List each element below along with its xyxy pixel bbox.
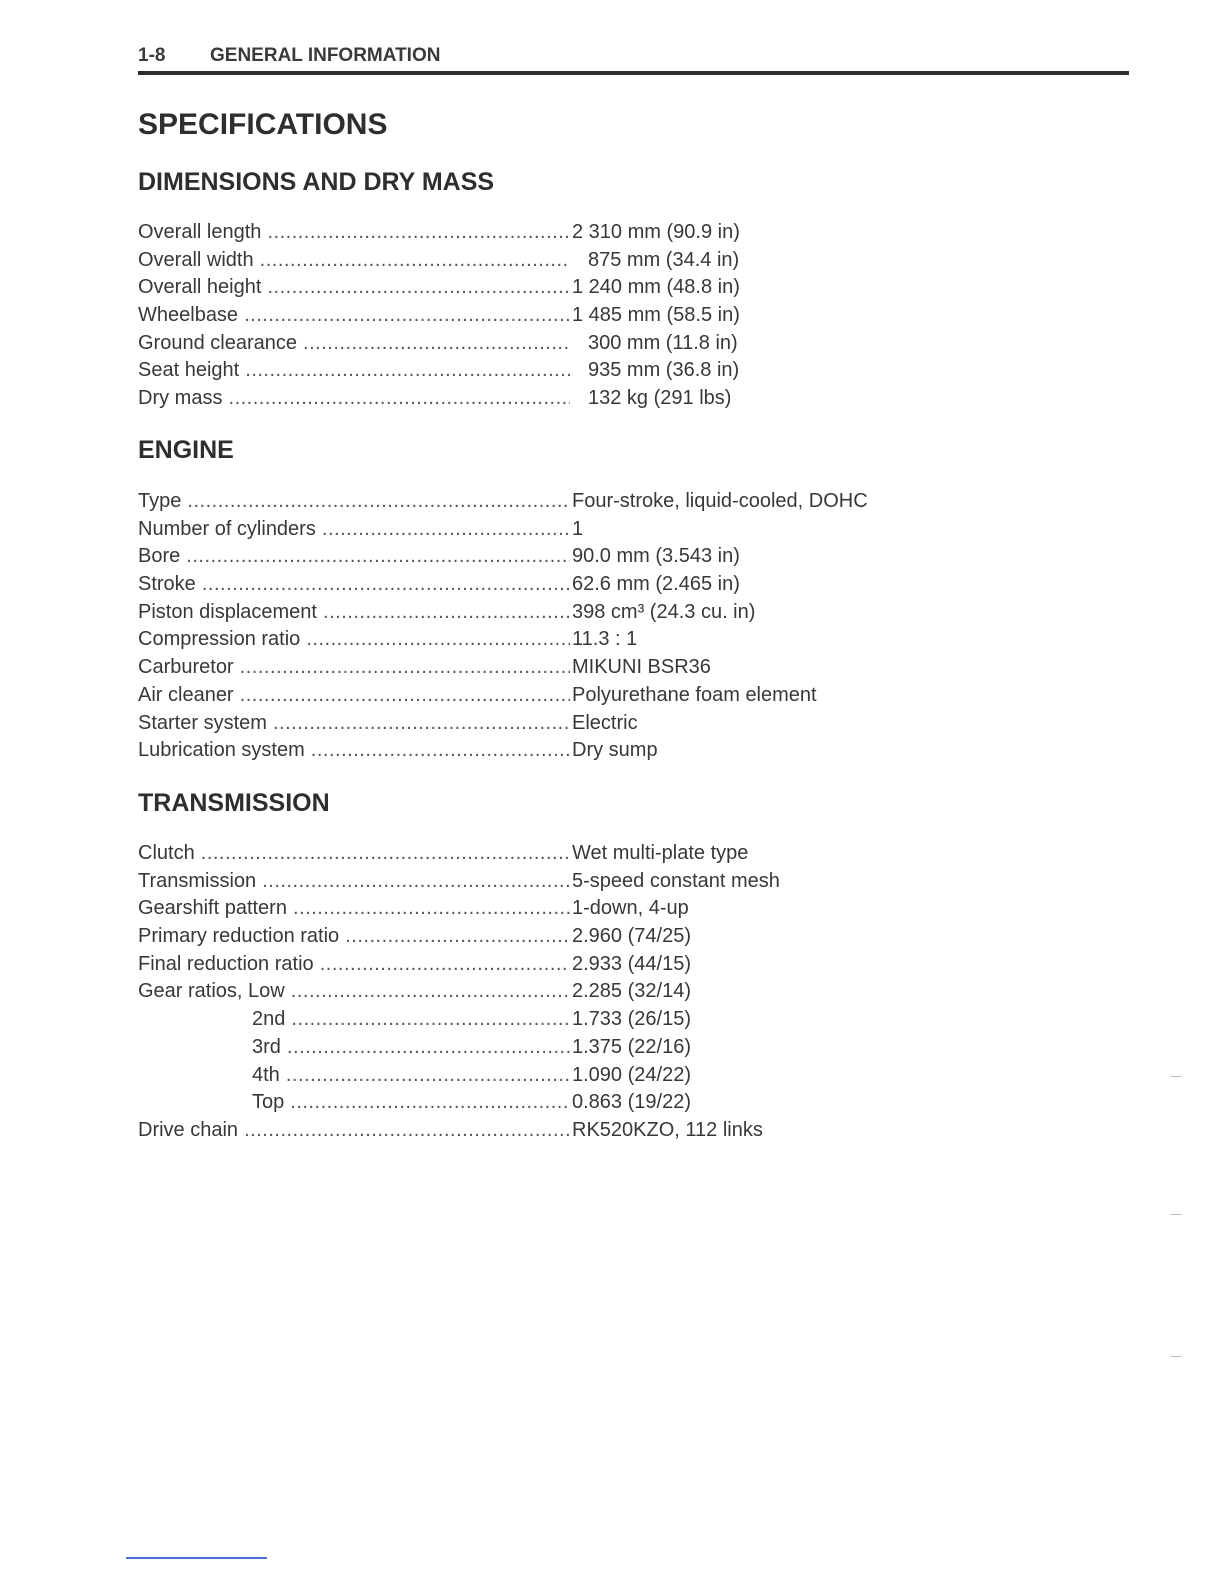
page-number: 1-8 bbox=[138, 45, 166, 66]
spec-label: Air cleaner ..... bbox=[138, 684, 570, 706]
dimensions-list bbox=[138, 219, 918, 413]
spec-row bbox=[138, 330, 918, 358]
spec-row bbox=[138, 710, 918, 738]
spec-value: Four-stroke, liquid-cooled, DOHC bbox=[572, 490, 868, 512]
spec-row bbox=[138, 516, 918, 544]
spec-label: Number of cylinders ..... bbox=[138, 518, 570, 540]
page-title: SPECIFICATIONS bbox=[138, 108, 388, 141]
spec-label: 3rd ..... bbox=[138, 1036, 570, 1058]
transmission-heading: TRANSMISSION bbox=[138, 789, 330, 817]
spec-row bbox=[138, 1062, 918, 1090]
spec-row bbox=[138, 357, 918, 385]
spec-label: Piston displacement ..... bbox=[138, 601, 570, 623]
spec-row bbox=[138, 737, 918, 765]
spec-row bbox=[138, 543, 918, 571]
spec-label: Drive chain ..... bbox=[138, 1119, 570, 1141]
header-rule bbox=[138, 71, 1129, 75]
spec-label: Carburetor ..... bbox=[138, 656, 570, 678]
spec-value: Polyurethane foam element bbox=[572, 683, 817, 706]
spec-value: 0.863 (19/22) bbox=[572, 1091, 691, 1114]
spec-row bbox=[138, 868, 918, 896]
spec-label: Gearshift pattern ..... bbox=[138, 897, 570, 919]
spec-label: Overall height ..... bbox=[138, 276, 570, 298]
spec-row bbox=[138, 951, 918, 979]
spec-label: Transmission ..... bbox=[138, 870, 570, 892]
spec-label: Seat height ..... bbox=[138, 359, 570, 381]
spec-value: 2.960 (74/25) bbox=[572, 925, 691, 948]
page-header bbox=[138, 42, 1129, 76]
spec-value: 1 bbox=[572, 517, 584, 540]
spec-label: Stroke ..... bbox=[138, 573, 570, 595]
margin-mark bbox=[1170, 1356, 1182, 1357]
spec-value: Dry sump bbox=[572, 739, 658, 762]
spec-value: 1.733 (26/15) bbox=[572, 1008, 691, 1031]
spec-row bbox=[138, 219, 918, 247]
spec-label: Lubrication system ..... bbox=[138, 739, 570, 761]
spec-label: Overall width ..... bbox=[138, 249, 570, 271]
spec-value: 2.933 (44/15) bbox=[572, 952, 691, 975]
spec-label: 4th ..... bbox=[138, 1064, 570, 1086]
spec-row bbox=[138, 599, 918, 627]
spec-value: MIKUNI BSR36 bbox=[572, 656, 711, 679]
spec-value: 300 mm (11.8 in) bbox=[588, 331, 738, 354]
engine-list bbox=[138, 488, 918, 765]
spec-label: Top ..... bbox=[138, 1091, 570, 1113]
spec-row bbox=[138, 1006, 918, 1034]
footer-line bbox=[126, 1557, 267, 1559]
spec-label: Overall length ..... bbox=[138, 221, 570, 243]
engine-heading: ENGINE bbox=[138, 436, 234, 464]
spec-label: 2nd ..... bbox=[138, 1008, 570, 1030]
spec-value: 62.6 mm (2.465 in) bbox=[572, 573, 740, 596]
spec-row bbox=[138, 385, 918, 413]
spec-label: Bore ..... bbox=[138, 545, 570, 567]
spec-label: Primary reduction ratio ..... bbox=[138, 925, 570, 947]
spec-value: Electric bbox=[572, 711, 638, 734]
spec-row bbox=[138, 247, 918, 275]
spec-label: Wheelbase ..... bbox=[138, 304, 570, 326]
dimensions-heading: DIMENSIONS AND DRY MASS bbox=[138, 168, 495, 196]
spec-label: Clutch ..... bbox=[138, 842, 570, 864]
spec-row bbox=[138, 840, 918, 868]
spec-value: RK520KZO, 112 links bbox=[572, 1118, 763, 1141]
spec-row bbox=[138, 978, 918, 1006]
spec-value: 11.3 : 1 bbox=[572, 628, 638, 651]
spec-value: 1.090 (24/22) bbox=[572, 1063, 691, 1086]
spec-row bbox=[138, 923, 918, 951]
spec-row bbox=[138, 1034, 918, 1062]
spec-value: 5-speed constant mesh bbox=[572, 869, 780, 892]
spec-value: 1 485 mm (58.5 in) bbox=[572, 304, 740, 327]
spec-label: Ground clearance ..... bbox=[138, 332, 570, 354]
margin-mark bbox=[1170, 1076, 1182, 1077]
spec-value: 2 310 mm (90.9 in) bbox=[572, 221, 740, 243]
section-name: GENERAL INFORMATION bbox=[210, 45, 441, 66]
spec-row bbox=[138, 1089, 918, 1117]
spec-label: Starter system ..... bbox=[138, 712, 570, 734]
spec-label: Type ..... bbox=[138, 490, 570, 512]
spec-value: 1-down, 4-up bbox=[572, 897, 689, 920]
spec-row bbox=[138, 488, 918, 516]
spec-row bbox=[138, 274, 918, 302]
spec-label: Dry mass ..... bbox=[138, 387, 570, 409]
spec-value: 2.285 (32/14) bbox=[572, 980, 691, 1003]
spec-row bbox=[138, 571, 918, 599]
spec-row bbox=[138, 626, 918, 654]
spec-row bbox=[138, 682, 918, 710]
spec-value: 90.0 mm (3.543 in) bbox=[572, 545, 740, 568]
spec-row bbox=[138, 654, 918, 682]
spec-row bbox=[138, 895, 918, 923]
margin-mark bbox=[1170, 1214, 1182, 1215]
spec-value: Wet multi-plate type bbox=[572, 842, 749, 864]
spec-value: 398 cm³ (24.3 cu. in) bbox=[572, 600, 756, 623]
spec-label: Compression ratio ..... bbox=[138, 628, 570, 650]
spec-label: Final reduction ratio ..... bbox=[138, 953, 570, 975]
spec-label: Gear ratios, Low ..... bbox=[138, 980, 570, 1002]
spec-row bbox=[138, 302, 918, 330]
spec-value: 875 mm (34.4 in) bbox=[588, 248, 740, 271]
spec-value: 1.375 (22/16) bbox=[572, 1035, 691, 1058]
spec-row bbox=[138, 1117, 918, 1145]
spec-value: 935 mm (36.8 in) bbox=[588, 359, 740, 382]
transmission-list bbox=[138, 840, 918, 1145]
spec-value: 1 240 mm (48.8 in) bbox=[572, 276, 740, 299]
spec-value: 132 kg (291 lbs) bbox=[588, 387, 732, 410]
